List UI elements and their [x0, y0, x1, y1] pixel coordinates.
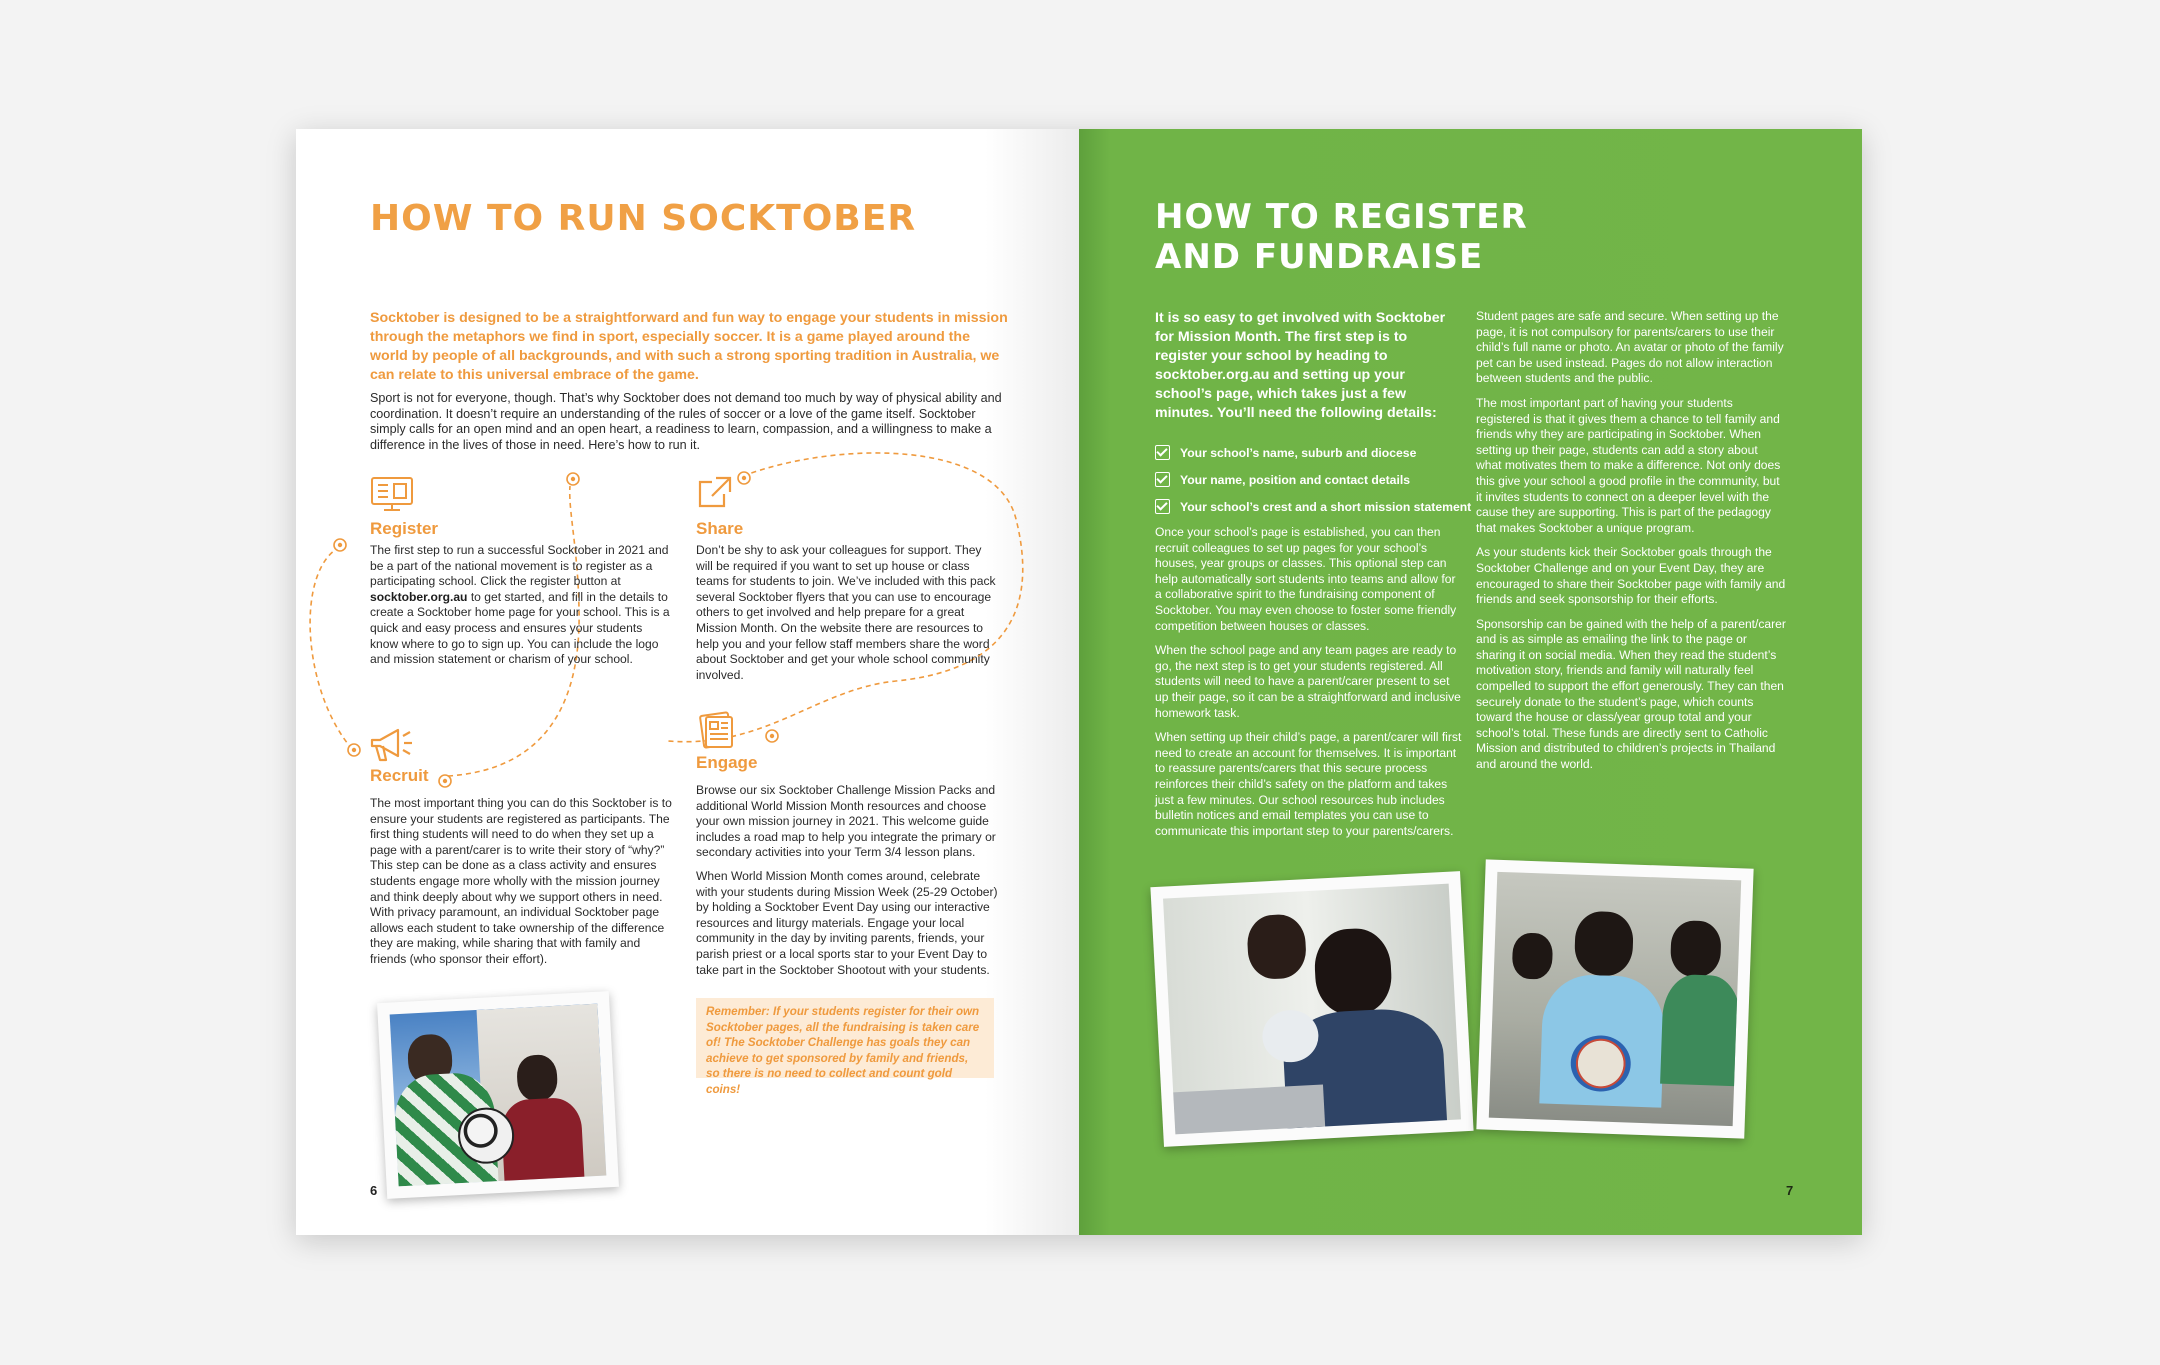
register-text-a: The first step to run a successful Socktober in 2021 and be a part of the national movement is to register as a participating school. Click the register button at: [370, 543, 669, 589]
photo-person-2: [516, 1054, 558, 1102]
remember-callout: Remember: If your students register for their own Socktober pages, all the fundraising is taken care of! The Socktober Challenge has goals they can achieve to get sponsored by family and friends, so there is no need to collect and count gold coins!: [696, 998, 994, 1078]
photo-content: [390, 1004, 607, 1187]
photo-shirt: [1660, 974, 1741, 1087]
checkbox-icon: [1155, 472, 1170, 487]
recruit-heading: Recruit: [370, 766, 429, 785]
newspaper-icon: [696, 711, 736, 749]
right-column-2: [1476, 309, 1786, 782]
left-body: Sport is not for everyone, though. That’s why Socktober does not demand too much by way of physical ability and coordination. It doesn’t require an understanding of the rules of soccer or a love of the game itself. Socktober simply calls for an open mind and an open heart, a readiness to learn, compassion, and a willingness to make a difference in the lives of those in need. Here’s how to run it.: [370, 391, 1002, 452]
photo-mother-and-son: [1150, 871, 1473, 1147]
col2-paragraph: Student pages are safe and secure. When setting up the page, it is not compulsory for parents/carers to use their child’s full name or photo. An avatar or photo of the family pet can be used instead. Pages do not allow interaction between students and the public.: [1476, 309, 1784, 386]
photo-laptop: [1173, 1085, 1325, 1135]
col2-paragraph: The most important part of having your students registered is that it gives them a chance to tell family and friends why they are participating in Socktober. When setting up their page, students can add a story about what motivates them to make a difference. Not only does this give your school a good profile in the community, but it invites students to connect on a deeper level with the cause they are supporting. This is part of the pedagogy that makes Socktober a unique program.: [1476, 395, 1781, 535]
register-link[interactable]: socktober.org.au: [370, 589, 468, 604]
photo-content: [1489, 872, 1741, 1126]
right-column-1: [1155, 525, 1465, 848]
photo-person-son: [1246, 913, 1307, 980]
page-number-left: 6: [370, 1183, 378, 1198]
checkbox-icon: [1155, 499, 1170, 514]
photo-child-1: [1574, 911, 1634, 977]
page-number-right: 7: [1786, 1183, 1794, 1198]
col1-paragraph: When the school page and any team pages are ready to go, the next step is to get your students registered. All students will need to have a parent/carer present to set up their page, so it can be a straightforward and inclusive homework task.: [1155, 643, 1461, 720]
engage-heading: Engage: [696, 753, 758, 772]
photo-child-3: [1512, 932, 1554, 979]
checklist-item: [1155, 439, 1475, 466]
right-intro-b: and setting up your school’s page, which takes just a few minutes. You’ll need the following details:: [1155, 367, 1437, 421]
left-intro: Socktober is designed to be a straightforward and fun way to engage your students in mission through the metaphors we find in sport, especially soccer. It is a game played around the world by people of all backgrounds, and with such a strong sporting tradition in Australia, we can relate to this universal embrace of the game.: [370, 310, 1008, 383]
left-page: [296, 129, 1079, 1235]
photo-child-2: [1670, 920, 1722, 978]
soccer-ball-icon: [348, 744, 360, 756]
col1-paragraph: When setting up their child’s page, a parent/carer will first need to create an account for themselves. It is important to reassure parents/carers that this secure process reinforces their child’s safety on the platform and takes just a few minutes. Our school resources hub includes bulletin notices and email templates you can use to communicate this important step to your parents/carers.: [1155, 730, 1462, 838]
share-icon: [696, 476, 732, 510]
share-text: Don’t be shy to ask your colleagues for support. They will be required if you want to set up house or class teams for students to join. We’ve included with this pack several Socktober flyers that you can use to encourage others to get involved and help prepare for a great Mission Month. On the website there are resources to help you and your fellow staff members share the word about Socktober and get your whole school community involved.: [696, 543, 996, 682]
checklist-item: [1155, 466, 1475, 493]
right-intro: [1155, 309, 1461, 423]
photo-teachers-with-soccer-ball: [377, 991, 619, 1199]
register-text: [370, 543, 670, 668]
megaphone-icon: [366, 726, 416, 764]
register-text-b: to get started, and fill in the details to create a Socktober home page for your school. This is a quick and easy process and ensures your students know where to go to sign up. You can include the logo and mission statement or charism of your school.: [370, 589, 670, 667]
checklist-item: [1155, 493, 1475, 520]
engage-text-2: When World Mission Month comes around, celebrate with your students during Mission Week (25-29 October) by holding a Socktober Event Day using our interactive resources and liturgy materials. Engage your local community in the day by inviting parents, friends, your parish priest or a local sports star to your Event Day to take part in the Socktober Shootout with your students.: [696, 869, 998, 977]
right-page: [1079, 129, 1862, 1235]
right-intro-a: It is so easy to get involved with Socktober for Mission Month. The first step is to register your school by heading to: [1155, 310, 1446, 364]
col1-paragraph: Once your school’s page is established, you can then recruit colleagues to set up pages for your school’s houses, year groups or classes. This optional step can help automatically sort students into teams and allow for a collaborative spirit to the fundraising component of Socktober. You may even choose to foster some friendly competition between houses or classes.: [1155, 525, 1457, 633]
soccer-ball-icon: [766, 730, 778, 742]
col2-paragraph: As your students kick their Socktober goals through the Socktober Challenge and on your Event Day, they are encouraged to share their Socktober page with family and friends and seek sponsorship for their efforts.: [1476, 545, 1786, 607]
soccer-ball-icon: [738, 472, 750, 484]
details-checklist: [1155, 439, 1475, 520]
checklist-label: Your school’s crest and a short mission statement: [1180, 499, 1472, 514]
checklist-label: Your school’s name, suburb and diocese: [1180, 445, 1417, 460]
right-intro-link[interactable]: socktober.org.au: [1155, 367, 1270, 383]
checkbox-icon: [1155, 445, 1170, 460]
photo-children-with-ball: [1476, 859, 1753, 1138]
register-heading: Register: [370, 519, 439, 538]
col2-paragraph: Sponsorship can be gained with the help of a parent/carer and is as simple as emailing the link to the page or sharing it on social media. When they read the student’s motivation story, friends and family will naturally feel compelled to support the effort generously. They can then securely donate to the student’s page, which counts toward the house or class/year group total and your school’s total. These funds are directly sent to Catholic Mission and distributed to children’s projects in Thailand and around the world.: [1476, 616, 1786, 772]
engage-text-1: Browse our six Socktober Challenge Mission Packs and additional World Mission Month resources and choose your own mission journey in 2021. This welcome guide includes a road map to help you integrate the primary or secondary activities into your Term 3/4 lesson plans.: [696, 783, 996, 860]
left-page-title: HOW TO RUN SOCKTOBER: [370, 198, 917, 239]
share-heading: Share: [696, 519, 744, 538]
soccer-ball-icon: [567, 473, 579, 485]
recruit-text: The most important thing you can do this Socktober is to ensure your students are registered as participants. The first thing students will need to do when they set up a page with a parent/carer is to write their story of “why?” This step can be done as a class activity and ensures students engage more wholly with the mission journey and think deeply about why we support others in need. With privacy paramount, an individual Socktober page allows each student to take ownership of the difference they are making, while sharing that with family and friends (who sponsor their effort).: [370, 796, 672, 966]
booklet-spread: [296, 129, 1862, 1235]
checklist-label: Your name, position and contact details: [1180, 472, 1411, 487]
photo-person-mother: [1313, 927, 1393, 1017]
soccer-ball-icon: [334, 539, 346, 551]
soccer-ball-icon: [439, 775, 451, 787]
right-page-title: HOW TO REGISTER AND FUNDRAISE: [1155, 197, 1528, 277]
photo-content: [1163, 884, 1461, 1135]
presentation-icon: [370, 476, 414, 512]
